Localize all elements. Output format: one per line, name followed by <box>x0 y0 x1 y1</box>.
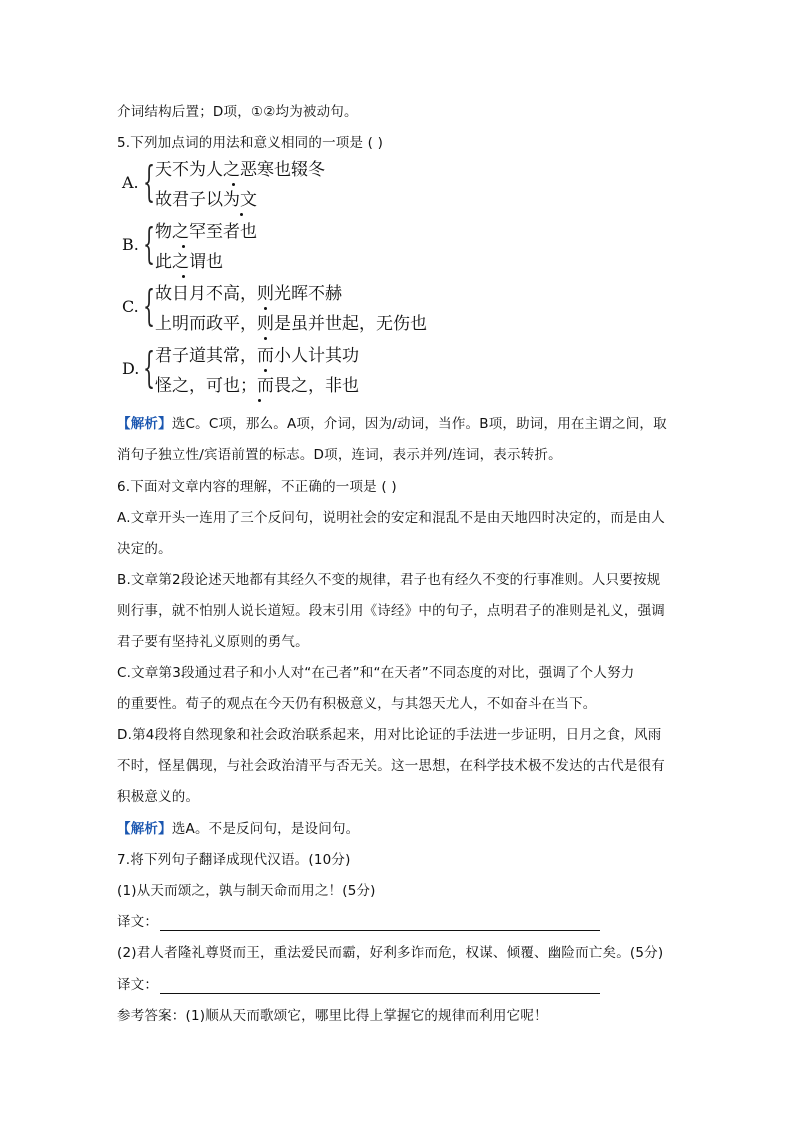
translation-label: 译文： <box>117 914 159 930</box>
option-6a: A.文章开头一连用了三个反问句，说明社会的安定和混乱不是由天地四时决定的，而是由人 <box>117 510 665 526</box>
option-letter: C. <box>122 297 139 316</box>
option-letter: B. <box>122 235 139 254</box>
analysis-5 <box>117 415 667 433</box>
question-6: 6.下面对文章内容的理解，不正确的一项是 ( ) <box>117 479 397 495</box>
analysis-text: 选A。不是反问句，是设问句。 <box>171 821 360 837</box>
text-line: 决定的。 <box>117 541 172 557</box>
text-line: 的重要性。荀子的观点在今天仍有积极意义，与其怨天尤人，不如奋斗在当下。 <box>117 696 597 712</box>
translation-row-1 <box>117 913 600 931</box>
reference-answer: 参考答案：(1)顺从天而歌颂它，哪里比得上掌握它的规律而利用它呢！ <box>117 1008 548 1024</box>
text-line: 则行事，就不怕别人说长道短。段末引用《诗经》中的句子，点明君子的准则是礼义，强调 <box>117 603 665 619</box>
option-6c: C.文章第3段通过君子和小人对“在己者”和“在天者”不同态度的对比，强调了个人努力 <box>117 665 635 681</box>
emphasis-dot <box>264 369 267 372</box>
text-line: 君子要有坚持礼义原则的勇气。 <box>117 634 309 650</box>
text-line: 积极意义的。 <box>117 789 200 805</box>
translation-label: 译文： <box>117 977 159 993</box>
brace-icon: { <box>143 281 156 330</box>
question-7-1: (1)从天而颂之，孰与制天命而用之！(5分) <box>117 883 376 899</box>
option-6b: B.文章第2段论述天地都有其经久不变的规律，君子也有经久不变的行事准则。人只要按规 <box>117 572 661 588</box>
emphasis-dot <box>232 183 235 186</box>
emphasis-dot <box>264 337 267 340</box>
question-7: 7.将下列句子翻译成现代汉语。(10分) <box>117 852 351 868</box>
brace-icon: { <box>143 157 156 206</box>
analysis-tag: 【解析】 <box>117 416 172 432</box>
option-line-2: 怪之，可也；而畏之，非也 <box>155 376 359 396</box>
option-a <box>122 155 462 217</box>
analysis-text: 选C。C项，那么。A项，介词，因为/动词，当作。B项，助词，用在主谓之间，取 <box>171 416 667 432</box>
option-line-2: 故君子以为文 <box>155 190 257 210</box>
option-line-1: 天不为人之恶寒也辍冬 <box>155 160 325 180</box>
option-line-2: 上明而政平，则是虽并世起，无伤也 <box>155 314 427 334</box>
option-b <box>122 217 462 279</box>
emphasis-dot <box>182 245 185 248</box>
emphasis-dot <box>258 399 261 402</box>
brace-icon: { <box>143 219 156 268</box>
option-d <box>122 341 462 403</box>
option-line-1: 物之罕至者也 <box>155 222 257 242</box>
text-line: 介词结构后置；D项，①②均为被动句。 <box>117 104 358 120</box>
emphasis-dot <box>264 307 267 310</box>
translation-blank[interactable] <box>160 979 600 994</box>
brace-icon: { <box>143 343 156 392</box>
analysis-tag: 【解析】 <box>117 821 172 837</box>
text-line: 不时，怪星偶现，与社会政治清平与否无关。这一思想，在科学技术极不发达的古代是很有 <box>117 758 665 774</box>
option-letter: D. <box>122 359 140 378</box>
emphasis-dot <box>240 213 243 216</box>
text-line: 消句子独立性/宾语前置的标志。D项，连词，表示并列/连词，表示转折。 <box>117 447 562 463</box>
option-line-1: 故日月不高，则光晖不赫 <box>155 284 342 304</box>
translation-row-2 <box>117 976 600 994</box>
option-line-1: 君子道其常，而小人计其功 <box>155 346 359 366</box>
option-6d: D.第4段将自然现象和社会政治联系起来，用对比论证的手法进一步证明，日月之食，风雨 <box>117 727 662 743</box>
translation-blank[interactable] <box>160 916 600 931</box>
option-line-2: 此之谓也 <box>155 252 223 272</box>
question-5: 5.下列加点词的用法和意义相同的一项是 ( ) <box>117 135 384 151</box>
option-letter: A. <box>122 173 139 192</box>
option-c <box>122 279 462 341</box>
emphasis-dot <box>182 275 185 278</box>
analysis-6 <box>117 820 359 838</box>
question-7-2: (2)君人者隆礼尊贤而王，重法爱民而霸，好利多诈而危，权谋、倾覆、幽险而亡矣。(5分) <box>117 945 664 961</box>
